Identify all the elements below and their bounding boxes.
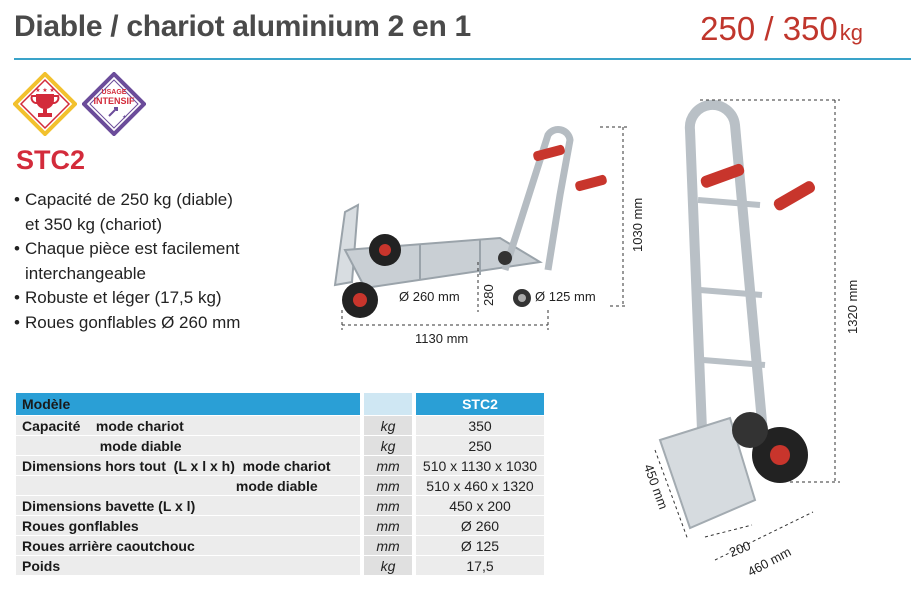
svg-text:★ ★ ★: ★ ★ ★ — [35, 88, 55, 94]
table-row — [16, 496, 544, 516]
spec-value: 17,5 — [416, 556, 544, 576]
spec-unit: mm — [364, 456, 412, 476]
feature-item: et 350 kg (chariot) — [25, 214, 163, 234]
capacity-unit: kg — [839, 20, 863, 45]
spec-unit: mm — [364, 516, 412, 536]
spec-label: Roues arrière caoutchouc — [16, 536, 360, 556]
usage-line2: INTENSIF — [93, 96, 135, 106]
plate-width-dimension: 200 — [727, 537, 753, 560]
spec-unit: mm — [364, 536, 412, 556]
spec-unit: mm — [364, 476, 412, 496]
feature-item: • Chaque pièce est facilement — [14, 237, 240, 262]
feature-item: • Capacité de 250 kg (diable) — [14, 188, 240, 213]
spec-value: 510 x 460 x 1320 — [416, 476, 544, 496]
spec-label: Poids — [16, 556, 360, 576]
spec-label: mode diable — [16, 476, 360, 496]
axle-height-dimension: 280 — [481, 284, 496, 306]
trolley-height-dimension: 1320 mm — [845, 279, 860, 334]
feature-item: • Robuste et léger (17,5 kg) — [14, 286, 240, 311]
spec-unit: kg — [364, 556, 412, 576]
spec-value: Ø 125 — [416, 536, 544, 556]
spec-value: 510 x 1130 x 1030 — [416, 456, 544, 476]
spec-value: 450 x 200 — [416, 496, 544, 516]
spec-label: Capacité mode chariot — [16, 416, 360, 436]
spec-unit: kg — [364, 416, 412, 436]
spec-value: 350 — [416, 416, 544, 436]
table-row — [16, 436, 544, 456]
table-row — [16, 416, 544, 436]
table-row — [16, 556, 544, 576]
trolley-mode-illustration — [660, 105, 765, 528]
svg-text:✦: ✦ — [122, 115, 128, 121]
front-wheel-dimension: Ø 260 mm — [399, 289, 460, 304]
spec-label: Dimensions bavette (L x l) — [16, 496, 360, 516]
spec-label: Roues gonflables — [16, 516, 360, 536]
feature-item: • Roues gonflables Ø 260 mm — [14, 311, 240, 336]
cart-height-dimension: 1030 mm — [630, 197, 645, 252]
cart-length-dimension: 1130 mm — [415, 331, 469, 346]
table-row — [16, 516, 544, 536]
usage-line1: USAGE — [101, 89, 127, 96]
spec-label: Dimensions hors tout (L x l x h) mode chariot — [16, 456, 360, 476]
spec-value: Ø 260 — [416, 516, 544, 536]
table-row — [16, 476, 544, 496]
rear-wheel-dimension: Ø 125 mm — [535, 289, 596, 304]
table-row — [16, 456, 544, 476]
specification-table — [16, 393, 544, 576]
table-header-unit-cell — [364, 393, 412, 416]
capacity-value: 250 / 350 — [700, 10, 838, 47]
spec-unit: mm — [364, 496, 412, 516]
table-row — [16, 536, 544, 556]
page-title: Diable / chariot aluminium 2 en 1 — [14, 10, 471, 43]
table-header-value: STC2 — [416, 393, 544, 416]
spec-label: mode diable — [16, 436, 360, 456]
overall-width-dimension: 460 mm — [745, 543, 794, 580]
spec-unit: kg — [364, 436, 412, 456]
table-header-label: Modèle — [16, 393, 360, 416]
plate-depth-dimension: 450 mm — [640, 462, 672, 512]
model-name: STC2 — [16, 145, 86, 175]
feature-item: interchangeable — [25, 263, 146, 283]
table-header-row — [16, 393, 544, 416]
spec-value: 250 — [416, 436, 544, 456]
